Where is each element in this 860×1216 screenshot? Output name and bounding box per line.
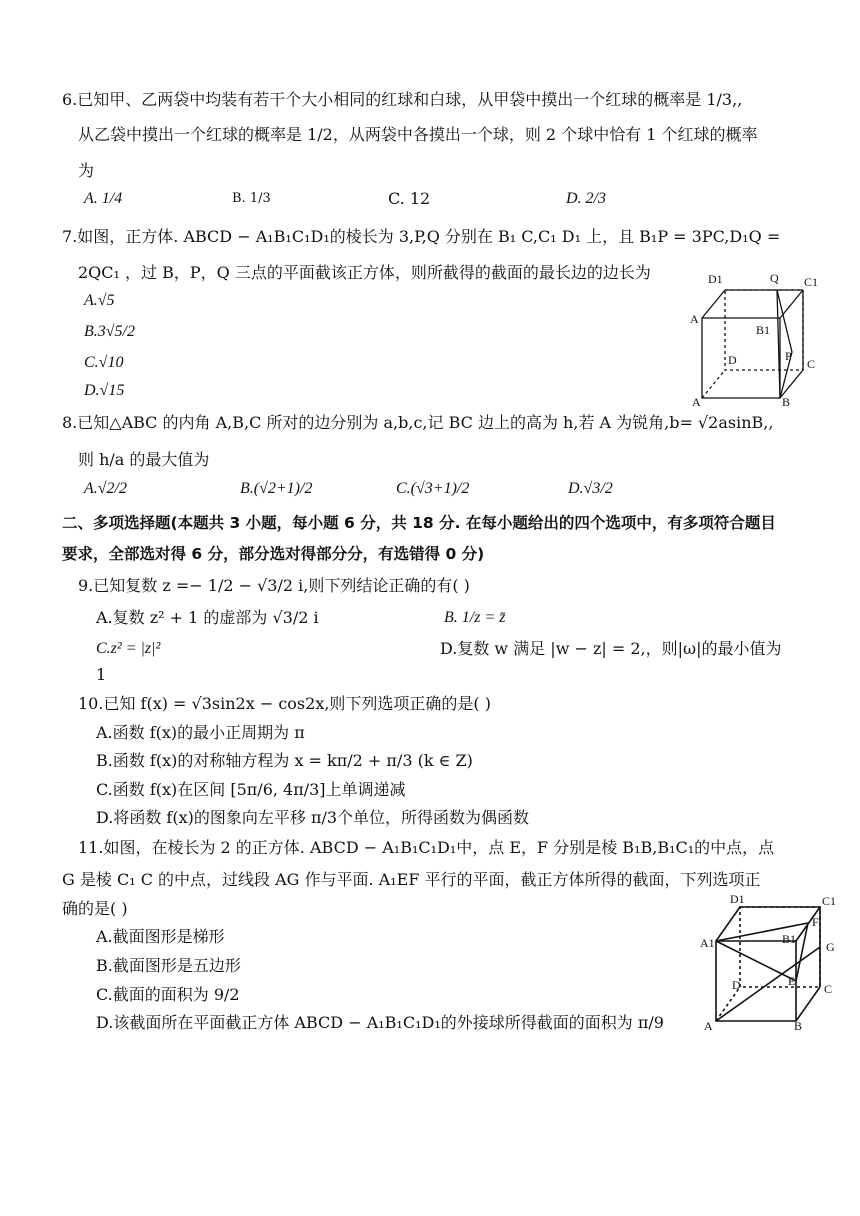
section2-heading-line1: 二、多项选择题(本题共 3 小题，每小题 6 分，共 18 分. 在每小题给出的四个选项中，有多项符合题目: [62, 514, 776, 532]
q9-option-d: D.复数 w 满足 |w − z| = 2,，则|ω|的最小值为: [440, 639, 782, 658]
q11-option-c: C.截面的面积为 9/2: [96, 985, 240, 1004]
q10-option-b: B.函数 f(x)的对称轴方程为 x = kπ/2 + π/3 (k ∈ Z): [96, 751, 473, 770]
q7-line1: 7.如图，正方体. ABCD − A₁B₁C₁D₁的棱长为 3,P,Q 分别在 B₁ C,C₁ D₁ 上，且 B₁P = 3PC,D₁Q =: [62, 227, 781, 246]
q11-fig-label-b: B: [794, 1019, 803, 1033]
q9-option-c: C.z² = |z|²: [96, 640, 161, 657]
q7-line2: 2QC₁ ，过 B，P，Q 三点的平面截该正方体，则所截得的截面的最长边的边长为: [78, 263, 651, 282]
q11-fig-label-c1: C1: [822, 894, 837, 908]
q6-option-d: D. 2/3: [566, 190, 606, 207]
q7-option-c: C.√10: [84, 354, 124, 371]
q11-fig-label-a1: A1: [700, 936, 715, 950]
q11-fig-label-c: C: [824, 982, 833, 996]
q8-option-b: B.(√2+1)/2: [240, 480, 313, 497]
q9-option-d-cont: 1: [96, 665, 107, 684]
q11-line2: G 是棱 C₁ C 的中点，过线段 AG 作与平面. A₁EF 平行的平面，截正方体所得的截面，下列选项正: [62, 870, 761, 889]
q7-option-a: A.√5: [84, 292, 115, 309]
q8-option-c: C.(√3+1)/2: [396, 480, 470, 497]
q8-option-d: D.√3/2: [568, 480, 613, 497]
q7-fig-label-c: C: [807, 357, 816, 371]
q7-option-b: B.3√5/2: [84, 323, 135, 340]
q7-fig-label-p: P: [785, 349, 792, 363]
q10-line1: 10.已知 f(x) = √3sin2x − cos2x,则下列选项正确的是( ): [78, 694, 491, 713]
q10-option-d: D.将函数 f(x)的图象向左平移 π/3个单位，所得函数为偶函数: [96, 808, 530, 827]
q7-cube-figure: [690, 268, 825, 408]
q7-fig-label-b1: B1: [756, 323, 771, 337]
q11-cube-figure: [700, 893, 840, 1033]
q7-fig-label-d: D: [728, 353, 737, 367]
q11-line3: 确的是( ): [62, 899, 128, 918]
q11-option-b: B.截面图形是五边形: [96, 956, 241, 975]
q11-fig-label-f: F: [812, 915, 819, 929]
q7-fig-label-q: Q: [770, 271, 779, 285]
q9-option-b: B. 1/z = z̄: [444, 609, 506, 626]
section2-heading-line2: 要求，全部选对得 6 分，部分选对得部分分，有选错得 0 分): [62, 545, 485, 563]
q6-line1: 6.已知甲、乙两袋中均装有若干个大小相同的红球和白球，从甲袋中摸出一个红球的概率是 1/3,,: [62, 90, 743, 109]
q11-option-d: D.该截面所在平面截正方体 ABCD − A₁B₁C₁D₁的外接球所得截面的面积为 π/9: [96, 1013, 664, 1032]
q6-option-a: A. 1/4: [84, 190, 123, 207]
q8-line2: 则 h/a 的最大值为: [78, 450, 210, 469]
q11-fig-label-b1: B1: [782, 932, 797, 946]
q11-line1: 11.如图，在棱长为 2 的正方体. ABCD − A₁B₁C₁D₁中，点 E，F 分别是棱 B₁B,B₁C₁的中点，点: [78, 838, 775, 857]
q11-fig-label-e: E: [788, 974, 796, 988]
q7-fig-label-c1: C1: [804, 275, 819, 289]
q7-fig-label-a: A: [692, 395, 701, 408]
q11-option-a: A.截面图形是梯形: [96, 927, 225, 946]
q10-option-c: C.函数 f(x)在区间 [5π/6, 4π/3]上单调递减: [96, 780, 406, 799]
q9-line1: 9.已知复数 z =− 1/2 − √3/2 i,则下列结论正确的有( ): [78, 576, 470, 595]
q9-option-a: A.复数 z² + 1 的虚部为 √3/2 i: [96, 608, 319, 627]
q11-fig-label-d1: D1: [730, 893, 745, 906]
q11-fig-label-d: D: [732, 978, 741, 992]
q11-fig-label-g: G: [826, 940, 835, 954]
q6-option-c: C. 12: [388, 189, 431, 208]
q7-fig-label-b: B: [782, 395, 791, 408]
q8-line1: 8.已知△ABC 的内角 A,B,C 所对的边分别为 a,b,c,记 BC 边上的高为 h,若 A 为锐角,b= √2asinB,,: [62, 413, 774, 432]
q6-option-b: B. 1/3: [232, 191, 271, 206]
q8-option-a: A.√2/2: [84, 480, 127, 497]
q6-line2: 从乙袋中摸出一个红球的概率是 1/2，从两袋中各摸出一个球，则 2 个球中恰有 1 个红球的概率: [78, 125, 758, 144]
q6-line3: 为: [78, 161, 95, 180]
q11-fig-label-a: A: [704, 1019, 713, 1033]
q7-fig-label-d1: D1: [708, 272, 723, 286]
q7-option-d: D.√15: [84, 382, 125, 399]
q10-option-a: A.函数 f(x)的最小正周期为 π: [96, 723, 305, 742]
q7-fig-label-a1: A: [690, 312, 699, 326]
